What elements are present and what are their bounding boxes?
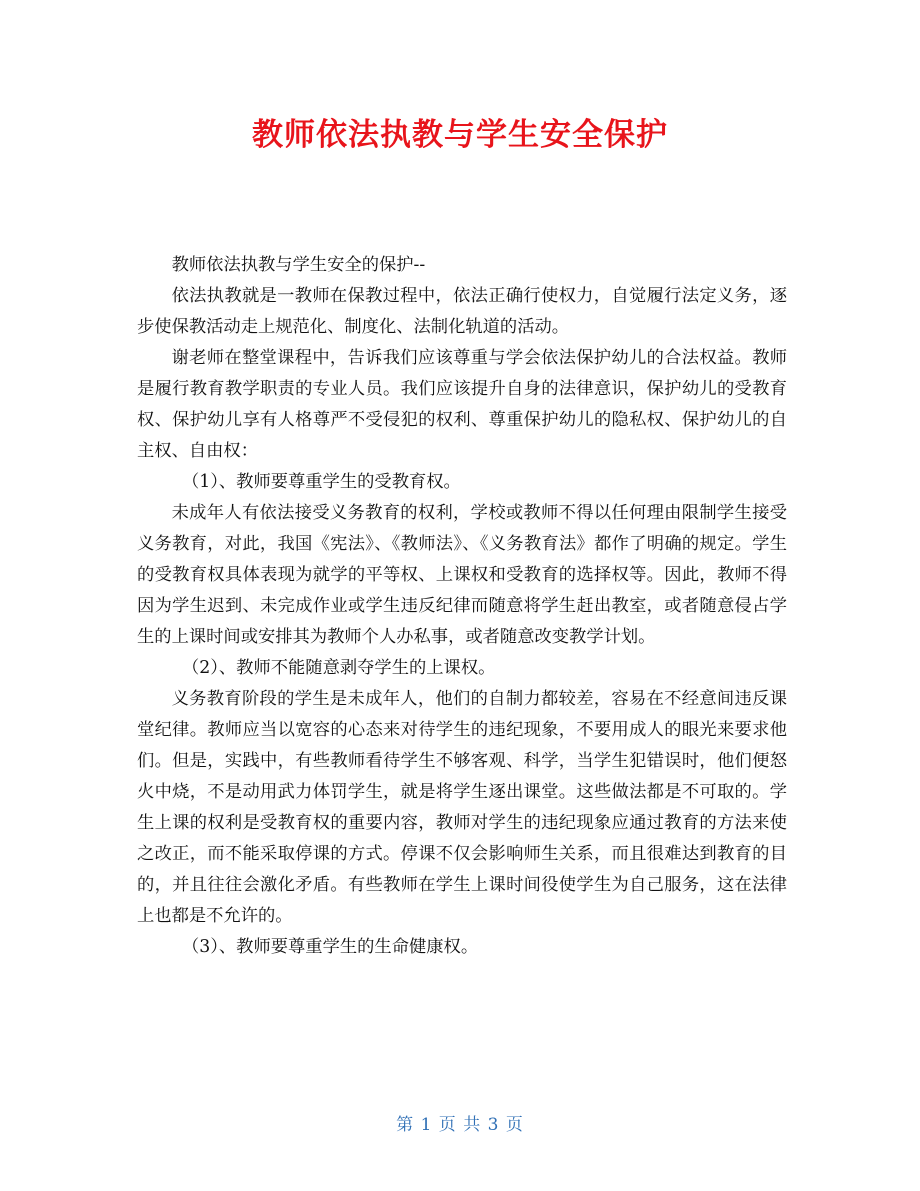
paragraph-intro: 教师依法执教与学生安全的保护-- <box>171 255 426 275</box>
section-heading-1: （1）、教师要尊重学生的受教育权。 <box>181 472 461 492</box>
paragraph-class-attendance: 义务教育阶段的学生是未成年人，他们的自制力都较差，容易在不经意间违反课堂纪律。教师应当以宽容的心态来对待学生的违纪现象，不要用成人的眼光来要求他们。但是，实践中，有些教师看待学生不够客观、科学，当学生犯错误时，他们便怒火中烧，不是动用武力体罚学生，就是将学生逐出课堂。这些做法都是不可取的。学生上课的权利是受教育权的重要内容，教师对学生的违纪现象应通过教育的方法来使之改正，而不能采取停课的方式。停课不仅会影响师生关系，而且很难达到教育的目的，并且往往会激化矛盾。有些教师在学生上课时间役使学生为自己服务，这在法律上也都是不允许的。 <box>137 689 787 926</box>
paragraph-right-to-education: 未成年人有依法接受义务教育的权利，学校或教师不得以任何理由限制学生接受义务教育，对此，我国《宪法》、《教师法》、《义务教育法》都作了明确的规定。学生的受教育权具体表现为就学的平等权、上课权和受教育的选择权等。因此，教师不得因为学生迟到、未完成作业或学生违反纪律而随意将学生赶出教室，或者随意侵占学生的上课时间或安排其为教师个人办私事，或者随意改变教学计划。 <box>137 503 787 647</box>
document-body <box>137 250 787 963</box>
paragraph-definition: 依法执教就是一教师在保教过程中，依法正确行使权力，自觉履行法定义务，逐步使保教活动走上规范化、制度化、法制化轨道的活动。 <box>137 286 787 337</box>
page-footer: 第 1 页 共 3 页 <box>396 1115 524 1135</box>
paragraph-lesson-summary: 谢老师在整堂课程中，告诉我们应该尊重与学会依法保护幼儿的合法权益。教师是履行教育教学职责的专业人员。我们应该提升自身的法律意识，保护幼儿的受教育权、保护幼儿享有人格尊严不受侵犯的权利、尊重保护幼儿的隐私权、保护幼儿的自主权、自由权： <box>137 348 787 461</box>
document-title: 教师依法执教与学生安全保护 <box>252 117 668 153</box>
section-heading-3: （3）、教师要尊重学生的生命健康权。 <box>181 937 479 957</box>
section-heading-2: （2）、教师不能随意剥夺学生的上课权。 <box>181 658 496 678</box>
